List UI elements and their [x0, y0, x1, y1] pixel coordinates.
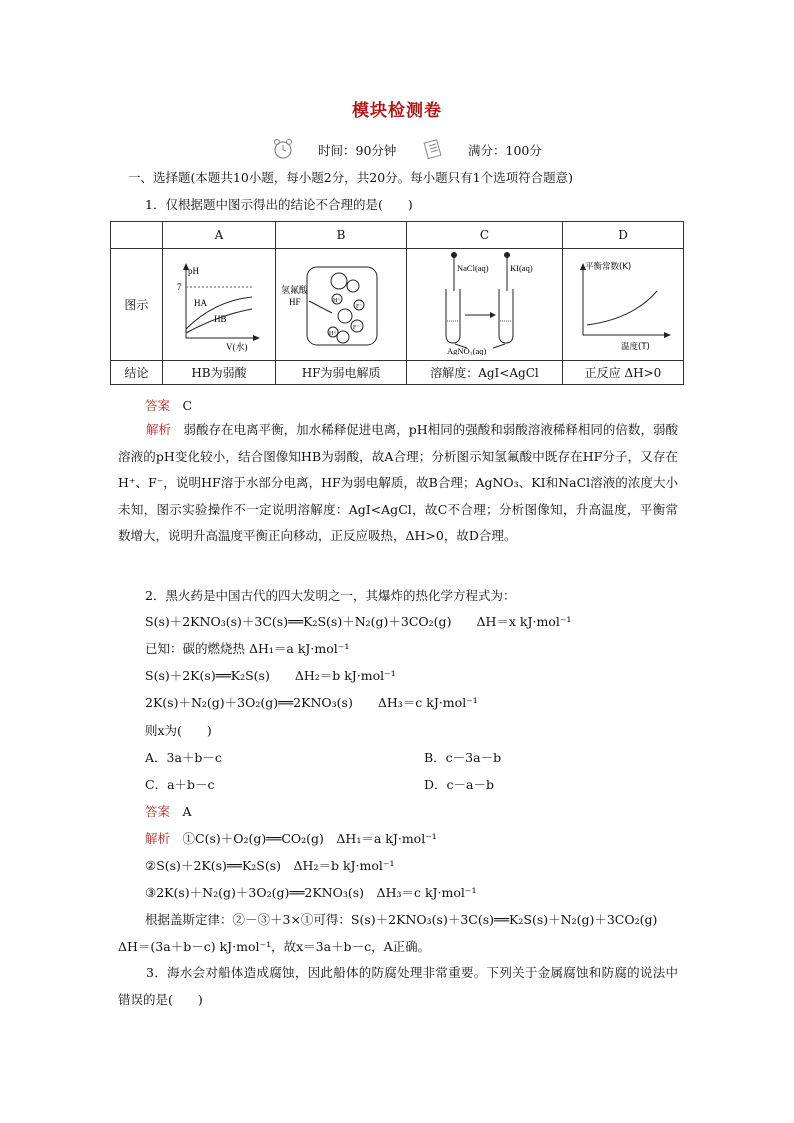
q2-analysis-5: ΔH＝(3a＋b－c) kJ·mol⁻¹，故x＝3a＋b－c，A正确。	[118, 939, 431, 954]
q2-eq3: 2K(s)＋N₂(g)＋3O₂(g)══2KNO₃(s) ΔH₃＝c kJ·mol⁻¹	[145, 695, 478, 710]
svg-text:氢氟酸: 氢氟酸	[281, 286, 309, 296]
conclusion-c: 溶解度：AgI<AgCl	[406, 361, 562, 385]
fig-c	[409, 251, 559, 355]
svg-text:H⁺: H⁺	[333, 298, 341, 304]
corner-cell	[111, 222, 163, 249]
svg-text:NaCl(aq): NaCl(aq)	[457, 263, 490, 273]
conclusion-b: HF为弱电解质	[276, 361, 407, 385]
svg-text:7: 7	[176, 282, 182, 292]
q2-answer: 答案 A	[145, 804, 192, 819]
conclusion-d: 正反应 ΔH>0	[563, 361, 684, 385]
svg-text:F⁻: F⁻	[356, 304, 363, 310]
q2-known: 已知：碳的燃烧热 ΔH₁＝a kJ·mol⁻¹	[145, 641, 350, 656]
svg-text:KI(aq): KI(aq)	[510, 263, 534, 273]
q2-option-a: A．3a＋b－c	[145, 750, 222, 765]
q2-analysis-3: ③2K(s)＋N₂(g)＋3O₂(g)══2KNO₃(s) ΔH₃＝c kJ·mol⁻¹	[145, 885, 477, 900]
q2-option-b: B．c－3a－b	[424, 750, 502, 765]
col-d-header: D	[563, 222, 684, 249]
svg-text:HA: HA	[193, 298, 207, 308]
svg-text:H⁺: H⁺	[329, 331, 337, 337]
exam-meta	[270, 138, 570, 162]
conclusion-a: HB为弱酸	[162, 361, 276, 385]
svg-text:HF: HF	[289, 297, 301, 307]
q2-analysis-1: 解析 ①C(s)＋O₂(g)══CO₂(g) ΔH₁＝a kJ·mol⁻¹	[145, 831, 437, 846]
section-heading: 一、选择题(本题共10小题，每小题2分，共20分。每小题只有1个选项符合题意)	[128, 170, 573, 185]
svg-text:平衡常数(K): 平衡常数(K)	[585, 262, 632, 272]
q1-answer: 答案 C	[145, 398, 193, 413]
svg-text:AgNO₃(aq): AgNO₃(aq)	[447, 346, 487, 355]
svg-text:F⁻: F⁻	[353, 325, 360, 331]
q2-ask: 则x为( )	[145, 723, 212, 738]
fig-c-cell	[406, 249, 562, 361]
fig-a-cell	[162, 249, 276, 361]
fig-d-cell	[563, 249, 684, 361]
fig-a	[164, 253, 274, 353]
paper-icon	[422, 138, 444, 160]
page-title: 模块检测卷	[352, 101, 442, 121]
q1-analysis: 解析 弱酸存在电离平衡，加水稀释促进电离，pH相同的强酸和弱酸溶液稀释相同的倍数，弱酸溶液的pH变化较小，结合图像知HB为弱酸，故A合理；分析图示知氢氟酸中既存在HF分子，又存在H⁺、F⁻，说明HF溶于水部分电离，HF为弱电解质，故B合理；AgNO₃、KI和NaCl溶液的浓度大小未知，图示实验操作不一定说明溶解度：AgI<AgCl，故C不合理；分析图像知，升高温度，平衡常数增大，说明升高温度平衡正向移动，正反应吸热，ΔH>0，故D合理。	[118, 422, 678, 543]
q2-analysis-2: ②S(s)＋2K(s)══K₂S(s) ΔH₂＝b kJ·mol⁻¹	[145, 858, 395, 873]
q3-stem: 3．海水会对船体造成腐蚀，因此船体的防腐处理非常重要。下列关于金属腐蚀和防腐的说法中错误的是( )	[118, 965, 678, 1007]
fig-d	[563, 253, 683, 353]
q2-option-d: D．c－a－b	[424, 777, 494, 792]
q2-stem: 2．黑火药是中国古代的四大发明之一，其爆炸的热化学方程式为：	[145, 588, 516, 603]
q1-stem: 1．仅根据题中图示得出的结论不合理的是( )	[145, 197, 413, 212]
svg-text:V(水): V(水)	[225, 342, 248, 352]
svg-text:pH: pH	[187, 266, 199, 276]
col-b-header: B	[276, 222, 407, 249]
clock-icon	[272, 138, 294, 160]
row-label-figure: 图示	[111, 249, 163, 361]
fig-b-cell	[276, 249, 407, 361]
q2-analysis-4: 根据盖斯定律：②－③＋3×①可得：S(s)＋2KNO₃(s)＋3C(s)══K₂S(s)＋N₂(g)＋3CO₂(g)	[145, 912, 658, 927]
svg-text:温度(T): 温度(T)	[621, 342, 650, 352]
q1-table	[110, 221, 684, 385]
svg-text:HB: HB	[213, 314, 227, 324]
q2-option-c: C．a＋b－c	[145, 777, 215, 792]
col-a-header: A	[162, 222, 276, 249]
row-label-conclusion: 结论	[111, 361, 163, 385]
time-text: 时间：90分钟	[318, 143, 397, 158]
fig-b	[277, 253, 405, 353]
score-text: 满分：100分	[468, 143, 542, 158]
col-c-header: C	[406, 222, 562, 249]
q2-eq-main: S(s)＋2KNO₃(s)＋3C(s)══K₂S(s)＋N₂(g)＋3CO₂(g) ΔH＝x kJ·mol⁻¹	[145, 614, 572, 629]
q2-eq2: S(s)＋2K(s)══K₂S(s) ΔH₂＝b kJ·mol⁻¹	[145, 668, 396, 683]
